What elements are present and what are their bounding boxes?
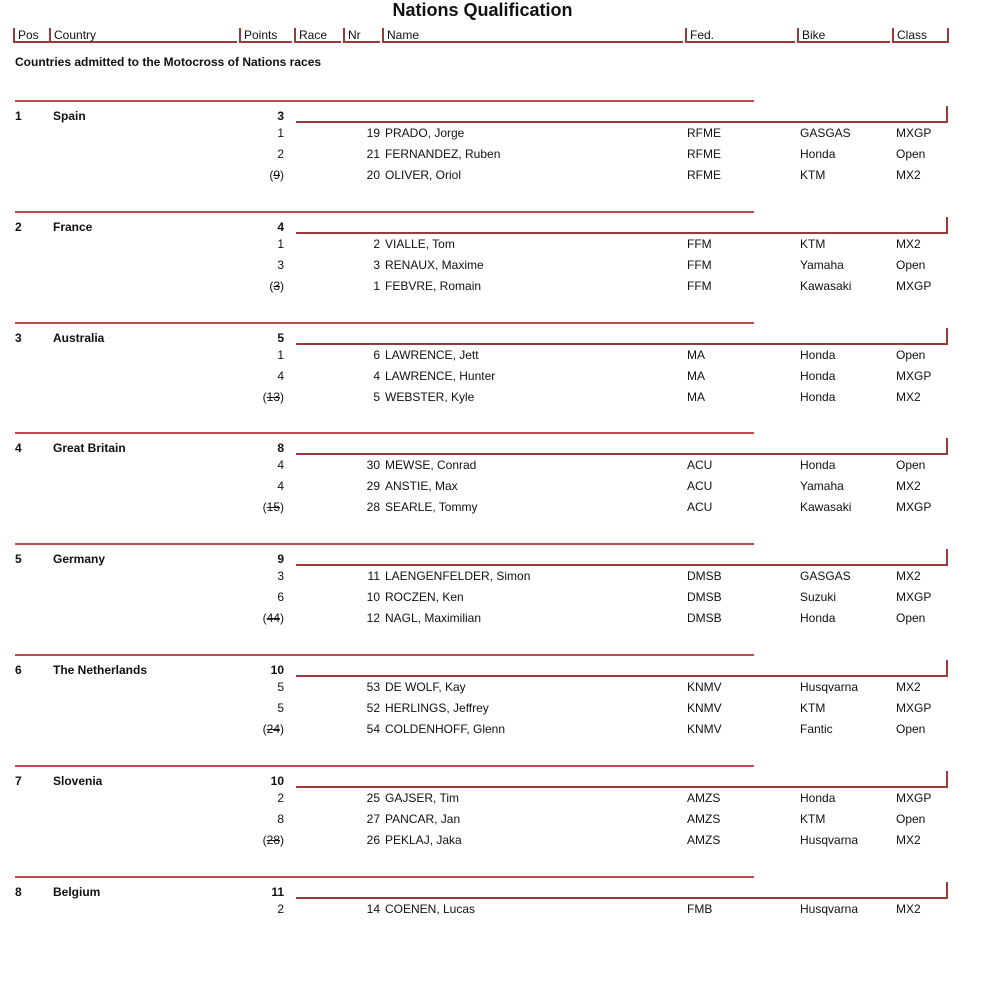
rider-number: 29 — [366, 479, 380, 494]
rider-race: 1 — [277, 126, 284, 140]
col-header-points: Points — [239, 28, 292, 43]
rider-federation: RFME — [687, 168, 721, 182]
rider-federation: MA — [687, 368, 705, 383]
nation-position: 3 — [15, 330, 22, 345]
nation-points: 10 — [270, 663, 284, 677]
rider-federation: FFM — [687, 236, 712, 251]
col-header-fed: Fed. — [685, 28, 795, 43]
rider-federation: FFM — [687, 257, 712, 272]
rider-race-dropped: (3) — [269, 278, 284, 293]
rider-number: 1 — [373, 278, 380, 293]
rider-row — [0, 500, 1000, 520]
nation-position: 8 — [15, 884, 22, 899]
rider-bike: Husqvarna — [800, 901, 859, 916]
nation-bracket-line — [296, 217, 948, 234]
rider-class: Open — [896, 458, 926, 473]
nation-position: 5 — [15, 552, 22, 567]
rider-name: ROCZEN, Ken — [385, 590, 464, 605]
rider-bike: Honda — [800, 458, 836, 473]
rider-class: Open — [896, 257, 926, 272]
rider-class: MX2 — [896, 569, 921, 584]
rider-name: PEKLAJ, Jaka — [385, 832, 462, 847]
nation-points: 4 — [277, 219, 284, 234]
nation-section — [0, 322, 1000, 433]
rider-number: 14 — [366, 901, 380, 916]
rider-name: WEBSTER, Kyle — [385, 389, 475, 404]
rider-bike: Husqvarna — [800, 832, 859, 847]
rider-federation: AMZS — [687, 832, 721, 847]
section-subtitle: Countries admitted to the Motocross of Nations races — [15, 55, 322, 69]
rider-name: SEARLE, Tommy — [385, 500, 478, 515]
nation-bracket-line — [296, 438, 948, 455]
rider-name: DE WOLF, Kay — [385, 680, 466, 694]
rider-name: LAWRENCE, Hunter — [385, 368, 496, 383]
rider-race: 1 — [277, 347, 284, 362]
rider-number: 20 — [366, 168, 380, 182]
rider-class: MXGP — [896, 368, 932, 383]
rider-number: 10 — [366, 590, 380, 605]
nation-bracket-line — [296, 328, 948, 345]
nation-points: 3 — [277, 109, 284, 123]
nation-points: 8 — [277, 441, 284, 456]
dropped-score: 44 — [266, 611, 280, 626]
section-divider — [15, 432, 754, 434]
rider-race: 3 — [277, 257, 284, 272]
rider-row — [0, 279, 1000, 299]
rider-federation: AMZS — [687, 811, 721, 826]
rider-federation: DMSB — [687, 590, 722, 605]
rider-race: 6 — [277, 590, 284, 605]
rider-number: 21 — [366, 147, 380, 161]
rider-row — [0, 390, 1000, 410]
rider-name: GAJSER, Tim — [385, 790, 460, 805]
dropped-score: 28 — [266, 832, 280, 847]
nation-points: 10 — [270, 773, 284, 788]
rider-row — [0, 611, 1000, 631]
rider-class: Open — [896, 611, 926, 626]
section-divider — [15, 100, 754, 102]
rider-class: Open — [896, 811, 926, 826]
rider-class: MX2 — [896, 389, 921, 404]
rider-bike: Honda — [800, 389, 836, 404]
rider-name: RENAUX, Maxime — [385, 257, 484, 272]
rider-number: 4 — [373, 368, 380, 383]
col-header-country: Country — [49, 28, 237, 43]
rider-federation: KNMV — [687, 722, 722, 736]
rider-federation: MA — [687, 389, 705, 404]
rider-race-dropped: (13) — [262, 389, 284, 404]
rider-federation: MA — [687, 347, 705, 362]
rider-row — [0, 902, 1000, 922]
rider-race: 5 — [277, 680, 284, 694]
rider-bike: Honda — [800, 790, 836, 805]
nation-country: Great Britain — [53, 441, 126, 456]
rider-row — [0, 833, 1000, 853]
col-header-class: Class — [892, 28, 949, 43]
rider-class: MXGP — [896, 126, 932, 140]
rider-row — [0, 722, 1000, 742]
dropped-score: 9 — [273, 168, 280, 182]
rider-federation: DMSB — [687, 569, 722, 584]
rider-class: MX2 — [896, 236, 921, 251]
rider-class: MXGP — [896, 500, 932, 515]
rider-row — [0, 791, 1000, 811]
rider-name: PRADO, Jorge — [385, 126, 465, 140]
rider-race: 1 — [277, 236, 284, 251]
nation-country: Belgium — [53, 884, 101, 899]
nation-position: 6 — [15, 663, 22, 677]
rider-row — [0, 237, 1000, 257]
nation-section — [0, 543, 1000, 654]
rider-race: 2 — [277, 790, 284, 805]
rider-bike: Husqvarna — [800, 680, 859, 694]
rider-class: MX2 — [896, 680, 921, 694]
rider-race: 4 — [277, 368, 284, 383]
col-header-name: Name — [382, 28, 683, 43]
rider-row — [0, 126, 1000, 146]
nation-country: Germany — [53, 552, 106, 567]
rider-row — [0, 168, 1000, 188]
rider-number: 26 — [366, 832, 380, 847]
rider-number: 5 — [373, 389, 380, 404]
rider-bike: Yamaha — [800, 257, 844, 272]
rider-class: MXGP — [896, 790, 932, 805]
rider-bike: Honda — [800, 347, 836, 362]
rider-bike: KTM — [800, 168, 826, 182]
section-divider — [15, 322, 754, 324]
section-divider — [15, 765, 754, 767]
rider-federation: KNMV — [687, 701, 722, 715]
rider-class: MXGP — [896, 278, 932, 293]
rider-race: 2 — [277, 147, 284, 161]
rider-bike: Honda — [800, 147, 836, 161]
rider-race: 8 — [277, 811, 284, 826]
nation-country: Slovenia — [53, 773, 103, 788]
rider-name: NAGL, Maximilian — [385, 611, 482, 626]
rider-row — [0, 147, 1000, 167]
rider-class: MX2 — [896, 832, 921, 847]
rider-bike: Kawasaki — [800, 278, 852, 293]
col-header-pos: Pos — [13, 28, 49, 43]
nation-country: Spain — [53, 109, 86, 123]
nation-bracket-line — [296, 771, 948, 788]
rider-number: 2 — [373, 236, 380, 251]
rider-class: Open — [896, 347, 926, 362]
section-divider — [15, 543, 754, 545]
nation-points: 11 — [271, 884, 284, 899]
nation-bracket-line — [296, 660, 948, 677]
rider-row — [0, 458, 1000, 478]
rider-name: HERLINGS, Jeffrey — [385, 701, 489, 715]
rider-race: 4 — [277, 479, 284, 494]
rider-federation: ACU — [687, 479, 713, 494]
nation-position: 2 — [15, 219, 22, 234]
rider-name: COENEN, Lucas — [385, 901, 476, 916]
nation-section — [0, 876, 1000, 987]
rider-bike: KTM — [800, 701, 826, 715]
rider-race-dropped: (44) — [262, 611, 284, 626]
section-divider — [15, 211, 754, 213]
nation-country: Australia — [53, 330, 105, 345]
rider-name: FERNANDEZ, Ruben — [385, 147, 501, 161]
dropped-score: 15 — [266, 500, 280, 515]
rider-number: 25 — [366, 790, 380, 805]
rider-class: MX2 — [896, 901, 921, 916]
rider-row — [0, 479, 1000, 499]
rider-race: 2 — [277, 901, 284, 916]
rider-bike: GASGAS — [800, 569, 851, 584]
rider-row — [0, 348, 1000, 368]
rider-federation: ACU — [687, 500, 713, 515]
rider-race-dropped: (15) — [262, 500, 284, 515]
nation-bracket-line — [296, 882, 948, 899]
dropped-score: 24 — [266, 722, 280, 736]
dropped-score: 3 — [273, 278, 280, 293]
rider-race-dropped: (28) — [262, 832, 284, 847]
nation-points: 9 — [277, 552, 284, 567]
rider-bike: KTM — [800, 236, 826, 251]
rider-number: 3 — [373, 257, 380, 272]
dropped-score: 13 — [266, 389, 280, 404]
rider-bike: Honda — [800, 611, 836, 626]
rider-row — [0, 701, 1000, 721]
nation-position: 4 — [15, 441, 22, 456]
col-header-race: Race — [294, 28, 341, 43]
rider-name: LAENGENFELDER, Simon — [385, 569, 531, 584]
section-divider — [15, 654, 754, 656]
page-title: Nations Qualification — [392, 0, 573, 20]
rider-class: Open — [896, 147, 926, 161]
rider-class: MXGP — [896, 701, 932, 715]
rider-class: MXGP — [896, 590, 932, 605]
rider-federation: DMSB — [687, 611, 722, 626]
rider-race: 4 — [277, 458, 284, 473]
rider-race-dropped: (9) — [269, 168, 284, 182]
rider-number: 30 — [366, 458, 380, 473]
rider-federation: KNMV — [687, 680, 722, 694]
rider-class: Open — [896, 722, 926, 736]
rider-row — [0, 812, 1000, 832]
rider-number: 12 — [366, 611, 380, 626]
rider-number: 19 — [366, 126, 380, 140]
rider-row — [0, 590, 1000, 610]
rider-class: MX2 — [896, 168, 921, 182]
nation-section — [0, 765, 1000, 876]
rider-bike: Suzuki — [800, 590, 837, 605]
col-header-bike: Bike — [797, 28, 890, 43]
rider-federation: FFM — [687, 278, 712, 293]
rider-row — [0, 258, 1000, 278]
rider-bike: Kawasaki — [800, 500, 852, 515]
rider-bike: Yamaha — [800, 479, 844, 494]
nation-section — [0, 432, 1000, 543]
rider-row — [0, 680, 1000, 700]
col-header-nr: Nr — [343, 28, 380, 43]
rider-bike: KTM — [800, 811, 826, 826]
nation-bracket-line — [296, 549, 948, 566]
rider-federation: RFME — [687, 126, 721, 140]
rider-bike: GASGAS — [800, 126, 851, 140]
rider-number: 52 — [366, 701, 380, 715]
rider-name: COLDENHOFF, Glenn — [385, 722, 506, 736]
nation-section — [0, 211, 1000, 322]
rider-federation: FMB — [687, 901, 713, 916]
nation-section — [0, 100, 1000, 211]
nation-points: 5 — [277, 330, 284, 345]
nation-bracket-line — [296, 106, 948, 123]
rider-row — [0, 569, 1000, 589]
nation-position: 7 — [15, 773, 22, 788]
rider-name: LAWRENCE, Jett — [385, 347, 479, 362]
rider-number: 54 — [366, 722, 380, 736]
rider-race: 3 — [277, 569, 284, 584]
rider-class: MX2 — [896, 479, 921, 494]
nation-section — [0, 654, 1000, 765]
nation-country: The Netherlands — [53, 663, 148, 677]
rider-bike: Honda — [800, 368, 836, 383]
rider-name: MEWSE, Conrad — [385, 458, 477, 473]
nation-position: 1 — [15, 109, 22, 123]
rider-row — [0, 369, 1000, 389]
rider-number: 53 — [366, 680, 380, 694]
rider-federation: ACU — [687, 458, 713, 473]
nation-country: France — [53, 219, 93, 234]
rider-name: FEBVRE, Romain — [385, 278, 482, 293]
rider-race-dropped: (24) — [262, 722, 284, 736]
rider-name: ANSTIE, Max — [385, 479, 458, 494]
section-divider — [15, 876, 754, 878]
rider-name: OLIVER, Oriol — [385, 168, 462, 182]
rider-number: 28 — [366, 500, 380, 515]
rider-federation: AMZS — [687, 790, 721, 805]
rider-bike: Fantic — [800, 722, 833, 736]
rider-number: 27 — [366, 811, 380, 826]
rider-number: 11 — [367, 569, 380, 584]
rider-name: PANCAR, Jan — [385, 811, 461, 826]
rider-number: 6 — [373, 347, 380, 362]
rider-race: 5 — [277, 701, 284, 715]
rider-name: VIALLE, Tom — [385, 236, 455, 251]
rider-federation: RFME — [687, 147, 721, 161]
